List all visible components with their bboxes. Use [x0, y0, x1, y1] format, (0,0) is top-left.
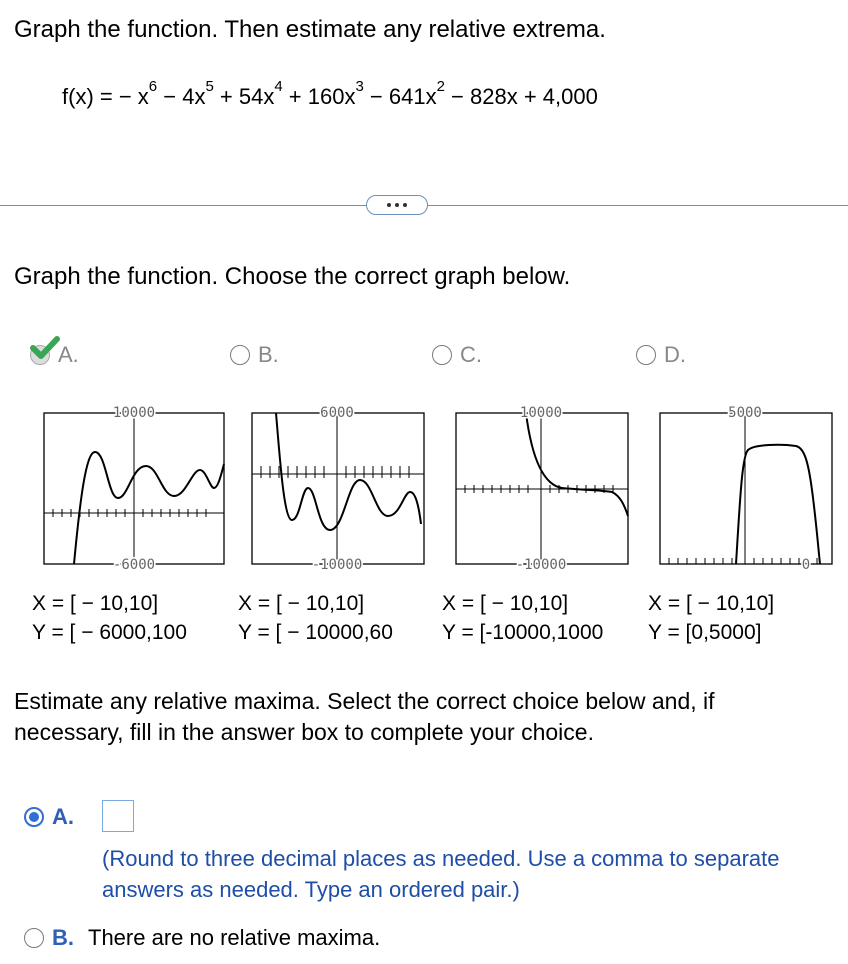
y-top-label: 5000	[728, 405, 762, 421]
y-bottom-label: -10000	[311, 557, 363, 573]
radio-maxima-b[interactable]	[24, 928, 44, 948]
y-range: Y = [ − 10000,60	[238, 621, 393, 644]
graph-d-window	[648, 589, 838, 647]
dot-icon	[387, 203, 391, 207]
graph-option-b[interactable]	[230, 342, 279, 368]
option-letter: B.	[52, 925, 74, 950]
radio-option-d[interactable]	[636, 345, 656, 365]
answer-input[interactable]	[102, 800, 134, 832]
radio-option-a[interactable]	[30, 345, 50, 365]
graph-option-d[interactable]	[636, 342, 686, 368]
dot-icon	[403, 203, 407, 207]
graph-b[interactable]	[248, 400, 438, 575]
y-range: Y = [ − 6000,100	[32, 621, 187, 644]
x-range: X = [ − 10,10]	[442, 592, 569, 615]
graph-a-window	[32, 589, 222, 647]
maxima-option-b[interactable]	[24, 925, 380, 951]
dot-icon	[395, 203, 399, 207]
y-bottom-label: -6000	[112, 557, 156, 573]
option-letter: A.	[52, 804, 74, 829]
answer-hint: (Round to three decimal places as needed. Use a comma to separate answers as needed. Type an ordered pair.)	[102, 846, 780, 902]
graph-c[interactable]	[452, 400, 642, 575]
y-range: Y = [-10000,1000	[442, 621, 604, 644]
y-top-label: 6000	[320, 405, 354, 421]
graph-option-c[interactable]	[432, 342, 482, 368]
y-bottom-label: -10000	[515, 557, 567, 573]
radio-maxima-a[interactable]	[24, 807, 44, 827]
x-range: X = [ − 10,10]	[648, 592, 775, 615]
option-letter: B.	[258, 342, 279, 367]
graph-b-window	[238, 589, 430, 647]
option-letter: C.	[460, 342, 482, 367]
graph-d[interactable]	[656, 400, 846, 575]
graph-c-window	[442, 589, 635, 647]
graph-frame	[660, 413, 832, 564]
option-b-text: There are no relative maxima.	[88, 925, 381, 950]
option-letter: D.	[664, 342, 686, 367]
x-range: X = [ − 10,10]	[238, 592, 365, 615]
radio-option-c[interactable]	[432, 345, 452, 365]
graph-option-a[interactable]	[30, 342, 79, 368]
radio-option-b[interactable]	[230, 345, 250, 365]
question-prompt: Graph the function. Choose the correct graph below.	[14, 263, 571, 290]
y-top-label: 10000	[519, 405, 563, 421]
y-top-label: 10000	[112, 405, 156, 421]
y-bottom-label: 0	[801, 557, 811, 573]
x-range: X = [ − 10,10]	[32, 592, 159, 615]
y-range: Y = [0,5000]	[648, 621, 762, 644]
function-expression: f(x) = − $x^6 - 4x^5 + 54x^4 + 160x^3 - 641x^2 - 828x + 4,000$	[62, 78, 598, 109]
question2-prompt: Estimate any relative maxima. Select the correct choice below and, if necessary, fill in the answer box to complete your choice.	[14, 688, 715, 745]
graph-a[interactable]	[40, 400, 230, 575]
option-letter: A.	[58, 342, 79, 367]
maxima-option-a[interactable]	[24, 804, 74, 830]
checkmark-icon	[29, 336, 61, 362]
instruction-text: Graph the function. Then estimate any relative extrema.	[14, 16, 606, 43]
show-more-button[interactable]	[366, 195, 428, 215]
